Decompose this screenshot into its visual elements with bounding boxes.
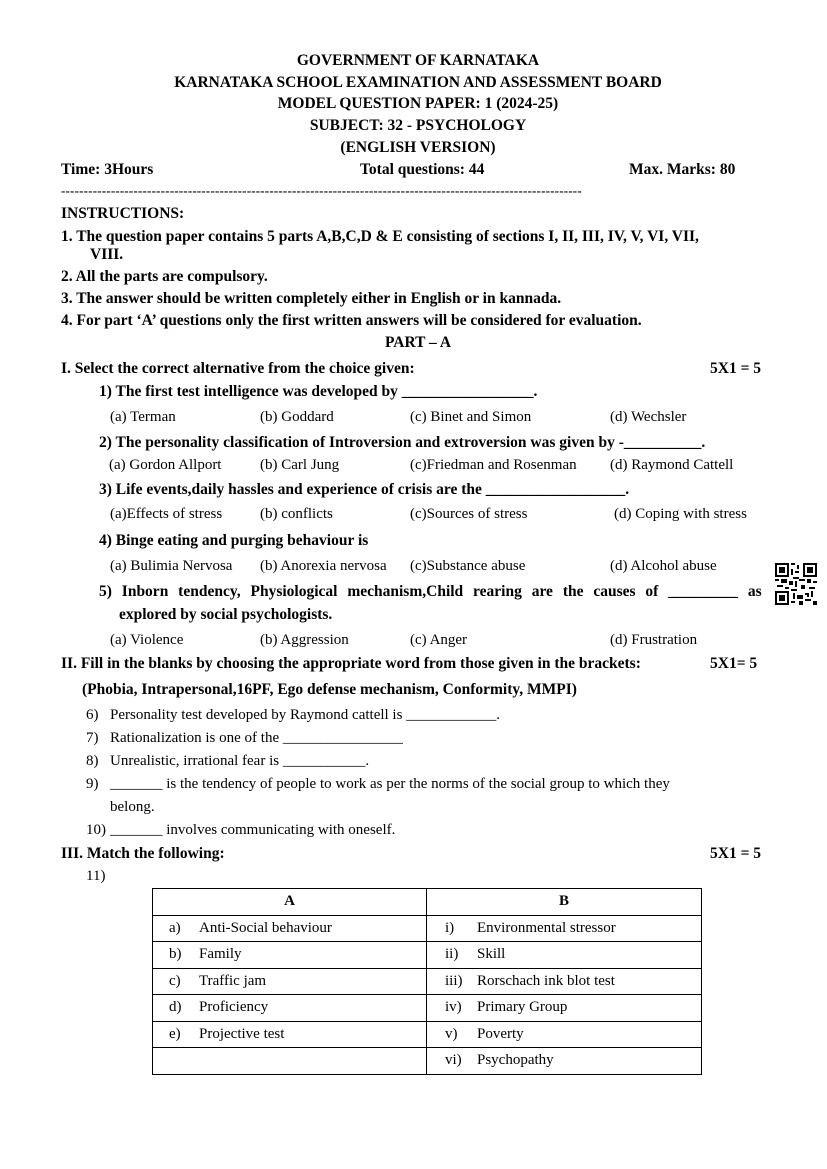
table-row: [153, 915, 702, 942]
question-3: 3) Life events,daily hassles and experience of crisis are the __________________.: [99, 481, 630, 498]
qr-code-icon: [775, 563, 817, 605]
column-b-index: iv): [445, 999, 462, 1016]
column-a-index: c): [169, 972, 181, 989]
column-b-index: v): [445, 1025, 458, 1042]
column-a-text: Proficiency: [199, 999, 269, 1016]
section-1-marks: 5X1 = 5: [710, 360, 762, 377]
table-row: [153, 968, 702, 995]
column-b-text: Environmental stressor: [477, 919, 616, 936]
section-2-title: II. Fill in the blanks by choosing the appropriate word from those given in the brackets:: [61, 655, 641, 672]
question-4: 4) Binge eating and purging behaviour is: [99, 532, 369, 549]
fill-blank-10: _______ involves communicating with oneself.: [110, 822, 396, 838]
column-a-text: Anti-Social behaviour: [199, 919, 332, 936]
column-a-cell: [153, 915, 427, 942]
fill-blank-6: Personality test developed by Raymond cattell is ____________.: [110, 707, 500, 723]
q4-option-c: (c)Substance abuse: [410, 558, 526, 574]
q5-option-d: (d) Frustration: [610, 632, 698, 648]
q2-option-c: (c)Friedman and Rosenman: [410, 457, 577, 473]
q5-option-c: (c) Anger: [410, 632, 468, 648]
instruction-2: 2. All the parts are compulsory.: [61, 268, 268, 285]
column-a-text: Projective test: [199, 1025, 285, 1042]
q1-option-b: (b) Goddard: [260, 409, 334, 425]
q1-option-a: (a) Terman: [110, 409, 176, 425]
max-marks-label: Max. Marks: 80: [629, 161, 736, 178]
table-row: [153, 1021, 702, 1048]
header-line-3: MODEL QUESTION PAPER: 1 (2024-25): [277, 95, 559, 112]
section-2-marks: 5X1= 5: [710, 655, 758, 672]
total-questions-label: Total questions: 44: [360, 161, 485, 178]
question-11-number: 11): [86, 868, 106, 884]
column-b-text: Rorschach ink blot test: [477, 972, 615, 989]
instruction-4: 4. For part ‘A’ questions only the first written answers will be considered for evaluation.: [61, 312, 642, 329]
q2-option-a: (a) Gordon Allport: [109, 457, 222, 473]
column-a-text: Traffic jam: [199, 972, 267, 989]
header-line-4: SUBJECT: 32 - PSYCHOLOGY: [309, 117, 527, 134]
fill-blank-9-number: 9): [86, 776, 99, 792]
column-b-cell: [427, 995, 702, 1022]
q4-option-b: (b) Anorexia nervosa: [260, 558, 387, 574]
column-a-cell: [153, 995, 427, 1022]
fill-blank-8-number: 8): [86, 753, 99, 769]
fill-blank-7: Rationalization is one of the ________________: [110, 730, 403, 746]
fill-blank-10-number: 10): [86, 822, 106, 838]
column-a-cell: [153, 1048, 427, 1075]
instruction-1-cont: VIII.: [90, 246, 124, 263]
column-b-index: i): [445, 919, 455, 936]
column-a-index: a): [169, 919, 181, 936]
column-b-header: B: [427, 889, 702, 916]
column-a-index: b): [169, 946, 182, 963]
column-a-cell: [153, 1021, 427, 1048]
instruction-1: 1. The question paper contains 5 parts A,B,C,D & E consisting of sections I, II, III, IV, V, VI, VII,: [61, 228, 699, 245]
column-b-text: Skill: [477, 946, 506, 963]
column-b-text: Psychopathy: [477, 1052, 554, 1069]
q3-option-c: (c)Sources of stress: [410, 506, 528, 522]
column-a-header: A: [153, 889, 427, 916]
q2-option-d: (d) Raymond Cattell: [610, 457, 734, 473]
divider-line: -------------------------------------------------------------------------------------------------------------------: [61, 183, 582, 198]
column-b-text: Poverty: [477, 1025, 524, 1042]
q5-option-a: (a) Violence: [110, 632, 184, 648]
q5-option-b: (b) Aggression: [260, 632, 349, 648]
column-b-index: vi): [445, 1052, 462, 1069]
q3-option-d: (d) Coping with stress: [614, 506, 747, 522]
column-a-cell: [153, 968, 427, 995]
header-line-1: GOVERNMENT OF KARNATAKA: [296, 52, 540, 69]
q4-option-a: (a) Bulimia Nervosa: [110, 558, 233, 574]
section-3-marks: 5X1 = 5: [710, 845, 762, 862]
q2-option-b: (b) Carl Jung: [260, 457, 340, 473]
column-b-text: Primary Group: [477, 999, 568, 1016]
question-1: 1) The first test intelligence was developed by _________________.: [99, 383, 538, 400]
fill-blank-6-number: 6): [86, 707, 99, 723]
question-5: 5) Inborn tendency, Physiological mechanism,Child rearing are the causes of _________ as: [99, 583, 762, 600]
column-b-cell: [427, 915, 702, 942]
section-2-word-list: (Phobia, Intrapersonal,16PF, Ego defense mechanism, Conformity, MMPI): [82, 681, 577, 698]
time-label: Time: 3Hours: [61, 161, 154, 178]
table-row: [153, 1048, 702, 1075]
match-table-header: [153, 889, 702, 916]
column-b-cell: [427, 1048, 702, 1075]
table-row: [153, 942, 702, 969]
column-a-index: e): [169, 1025, 181, 1042]
column-b-cell: [427, 1021, 702, 1048]
section-3-title: III. Match the following:: [61, 845, 225, 862]
column-a-cell: [153, 942, 427, 969]
column-b-index: ii): [445, 946, 459, 963]
q1-option-d: (d) Wechsler: [610, 409, 687, 425]
column-b-cell: [427, 968, 702, 995]
q3-option-b: (b) conflicts: [260, 506, 333, 522]
question-5-cont: explored by social psychologists.: [119, 606, 333, 623]
part-a-title: PART – A: [384, 334, 452, 351]
q3-option-a: (a)Effects of stress: [110, 506, 223, 522]
question-2: 2) The personality classification of Introversion and extroversion was given by -__________.: [99, 434, 706, 451]
fill-blank-8: Unrealistic, irrational fear is ___________.: [110, 753, 370, 769]
fill-blank-9-cont: belong.: [110, 799, 155, 815]
column-a-index: d): [169, 999, 182, 1016]
q1-option-c: (c) Binet and Simon: [410, 409, 532, 425]
instructions-title: INSTRUCTIONS:: [61, 205, 185, 222]
header-line-5: (ENGLISH VERSION): [340, 139, 496, 156]
instruction-3: 3. The answer should be written completely either in English or in kannada.: [61, 290, 562, 307]
column-b-cell: [427, 942, 702, 969]
column-a-text: Family: [199, 946, 242, 963]
match-table: [152, 888, 702, 1075]
fill-blank-7-number: 7): [86, 730, 99, 746]
fill-blank-9: _______ is the tendency of people to work as per the norms of the social group to which they: [110, 776, 670, 792]
column-b-index: iii): [445, 972, 463, 989]
section-1-title: I. Select the correct alternative from the choice given:: [61, 360, 415, 377]
q4-option-d: (d) Alcohol abuse: [610, 558, 717, 574]
header-line-2: KARNATAKA SCHOOL EXAMINATION AND ASSESSMENT BOARD: [174, 74, 662, 91]
table-row: [153, 995, 702, 1022]
